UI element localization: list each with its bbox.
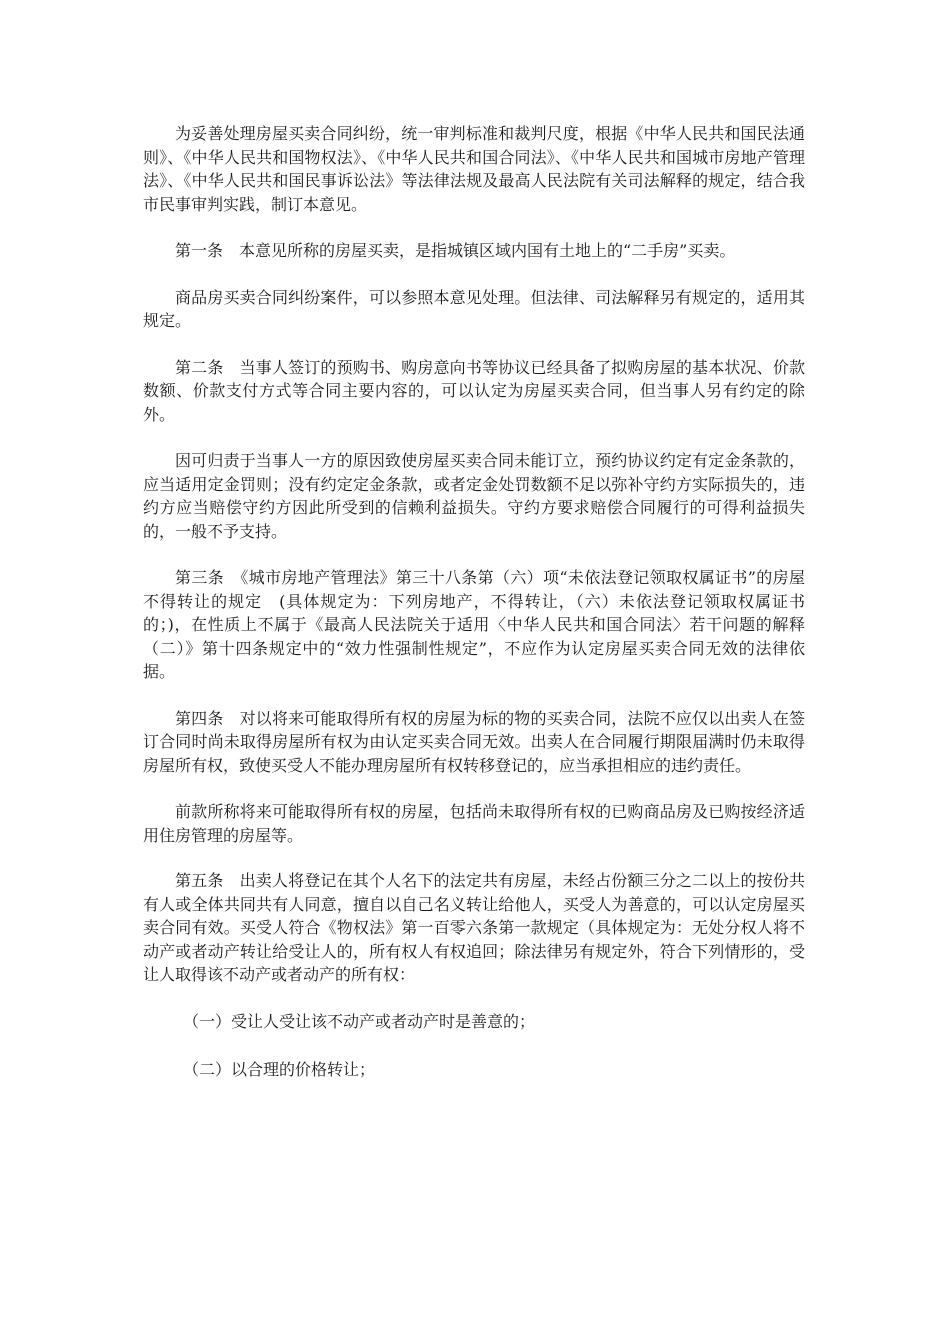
list-item: （二）以合理的价格转让； xyxy=(183,1060,376,1079)
article-3-paragraph: 第三条 《城市房地产管理法》第三十八条第（六）项“未依法登记领取权属证书”的房屋不得转让的规定 (具体规定为：下列房地产，不得转让，（六）未依法登记领取权属证书的；)，在性质上不属于《最高人民法院关于适用〈中华人民共和国合同法〉若干问题的解释（二）》第十四条规定中的“效力性强制性规定”，不应作为认定房屋买卖合同无效的法律依据。 xyxy=(143,568,805,681)
article-2-supplement-paragraph: 因可归责于当事人一方的原因致使房屋买卖合同未能订立，预约协议约定有定金条款的，应当适用定金罚则；没有约定定金条款，或者定金处罚数额不足以弥补守约方实际损失的，违约方应当赔偿守约方因此所受到的信赖利益损失。守约方要求赔偿合同履行的可得利益损失的，一般不予支持。 xyxy=(143,451,805,541)
article-4-supplement-paragraph: 前款所称将来可能取得所有权的房屋，包括尚未取得所有权的已购商品房及已购按经济适用住房管理的房屋等。 xyxy=(143,802,805,845)
document-body xyxy=(143,122,805,1107)
preamble-paragraph: 为妥善处理房屋买卖合同纠纷，统一审判标准和裁判尺度，根据《中华人民共和国民法通则》、《中华人民共和国物权法》、《中华人民共和国合同法》、《中华人民共和国城市房地产管理法》、《中华人民共和国民事诉讼法》等法律法规及最高人民法院有关司法解释的规定，结合我市民事审判实践，制订本意见。 xyxy=(143,124,805,214)
article-1-supplement-paragraph: 商品房买卖合同纠纷案件，可以参照本意见处理。但法律、司法解释另有规定的，适用其规定。 xyxy=(143,287,805,330)
article-1-paragraph: 第一条 本意见所称的房屋买卖，是指城镇区域内国有土地上的“二手房”买卖。 xyxy=(175,241,736,260)
article-2-paragraph: 第二条 当事人签订的预购书、购房意向书等协议已经具备了拟购房屋的基本状况、价款数额、价款支付方式等合同主要内容的，可以认定为房屋买卖合同，但当事人另有约定的除外。 xyxy=(143,357,805,424)
article-5-paragraph: 第五条 出卖人将登记在其个人名下的法定共有房屋，未经占份额三分之二以上的按份共有人或全体共同共有人同意，擅自以自己名义转让给他人，买受人为善意的，可以认定房屋买卖合同有效。买受人符合《物权法》第一百零六条第一款规定（具体规定为：无处分权人将不动产或者动产转让给受让人的，所有权人有权追回；除法律另有规定外，符合下列情形的，受让人取得该不动产或者动产的所有权： xyxy=(143,871,805,984)
article-4-paragraph: 第四条 对以将来可能取得所有权的房屋为标的物的买卖合同，法院不应仅以出卖人在签订合同时尚未取得房屋所有权为由认定买卖合同无效。出卖人在合同履行期限届满时仍未取得房屋所有权，致使买受人不能办理房屋所有权转移登记的，应当承担相应的违约责任。 xyxy=(143,708,805,775)
list-item: （一）受让人受让该不动产或者动产时是善意的； xyxy=(183,1011,536,1031)
